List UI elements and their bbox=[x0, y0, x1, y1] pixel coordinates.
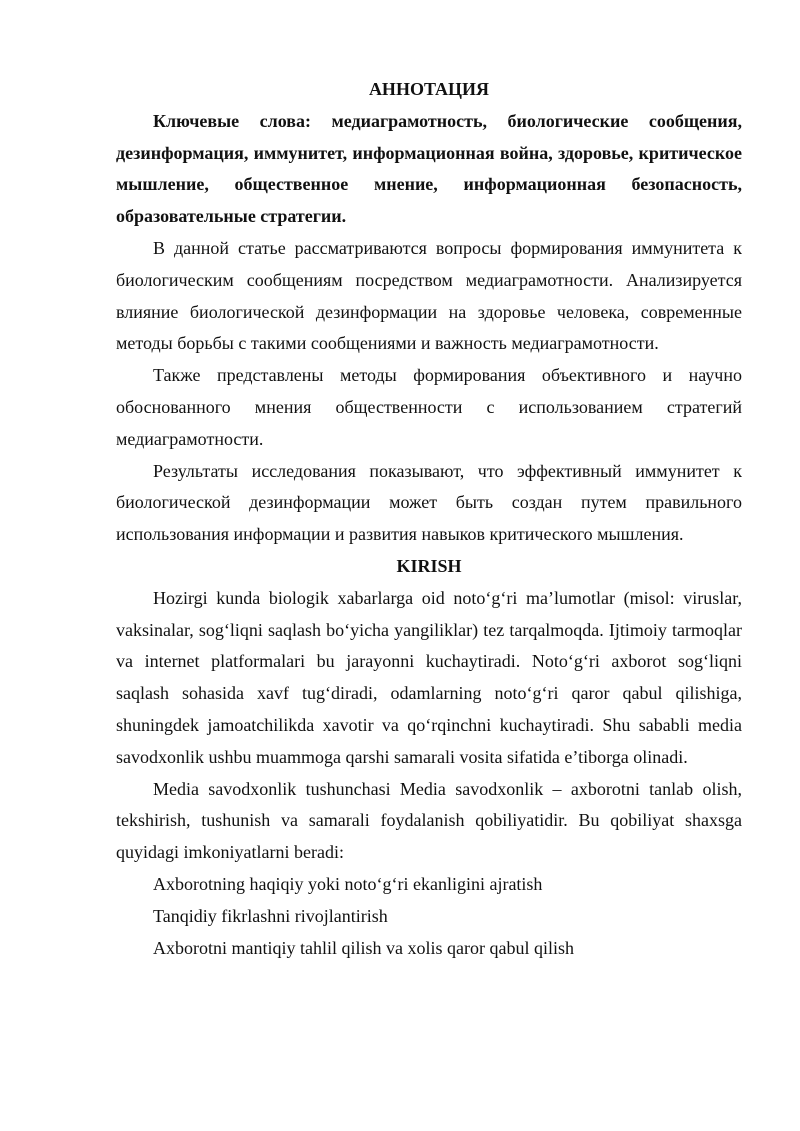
annotation-paragraph: Также представлены методы формирования объективного и научно обоснованного мнения общественности с использованием стратегий медиаграмотности. bbox=[116, 365, 742, 449]
list-item: Axborotni mantiqiy tahlil qilish va xolis qaror qabul qilish bbox=[153, 937, 574, 958]
intro-heading: KIRISH bbox=[396, 555, 462, 576]
annotation-heading: АННОТАЦИЯ bbox=[368, 79, 490, 99]
intro-paragraph: Media savodxonlik tushunchasi Media savodxonlik – axborotni tanlab olish, tekshirish, tushunish va samarali foydalanish qobiliyatidir. Bu qobiliyat shaxsga quyidagi imkoniyatlarni beradi: bbox=[116, 778, 742, 863]
keywords-paragraph: Ключевые слова: медиаграмотность, биологические сообщения, дезинформация, иммунитет, информационная война, здоровье, критическое мышление, общественное мнение, информационная безопасность, образовательные стратегии. bbox=[116, 110, 742, 227]
document-page bbox=[116, 74, 742, 964]
intro-paragraph: Hozirgi kunda biologik xabarlarga oid noto‘g‘ri ma’lumotlar (misol: viruslar, vaksinalar, sog‘liqni saqlash bo‘yicha yangiliklar) tez tarqalmoqda. Ijtimoiy tarmoqlar va internet platformalari bu jarayonni kuchaytiradi. Noto‘g‘ri axborot sog‘liqni saqlash sohasida xavf tug‘diradi, odamlarning noto‘g‘ri qaror qabul qilishiga, shuningdek jamoatchilikda xavotir va qo‘rqinchni kuchaytiradi. Shu sababli media savodxonlik ushbu muammoga qarshi samarali vosita sifatida e’tiborga olinadi. bbox=[116, 587, 742, 767]
list-item: Axborotning haqiqiy yoki noto‘g‘ri ekanligini ajratish bbox=[153, 873, 543, 894]
list-item: Tanqidiy fikrlashni rivojlantirish bbox=[153, 905, 388, 926]
annotation-paragraph: В данной статье рассматриваются вопросы формирования иммунитета к биологическим сообщениям посредством медиаграмотности. Анализируется влияние биологической дезинформации на здоровье человека, современные методы борьбы с такими сообщениями и важность медиаграмотности. bbox=[116, 237, 742, 354]
annotation-paragraph: Результаты исследования показывают, что эффективный иммунитет к биологической дезинформации может быть создан путем правильного использования информации и развития навыков критического мышления. bbox=[116, 460, 742, 545]
